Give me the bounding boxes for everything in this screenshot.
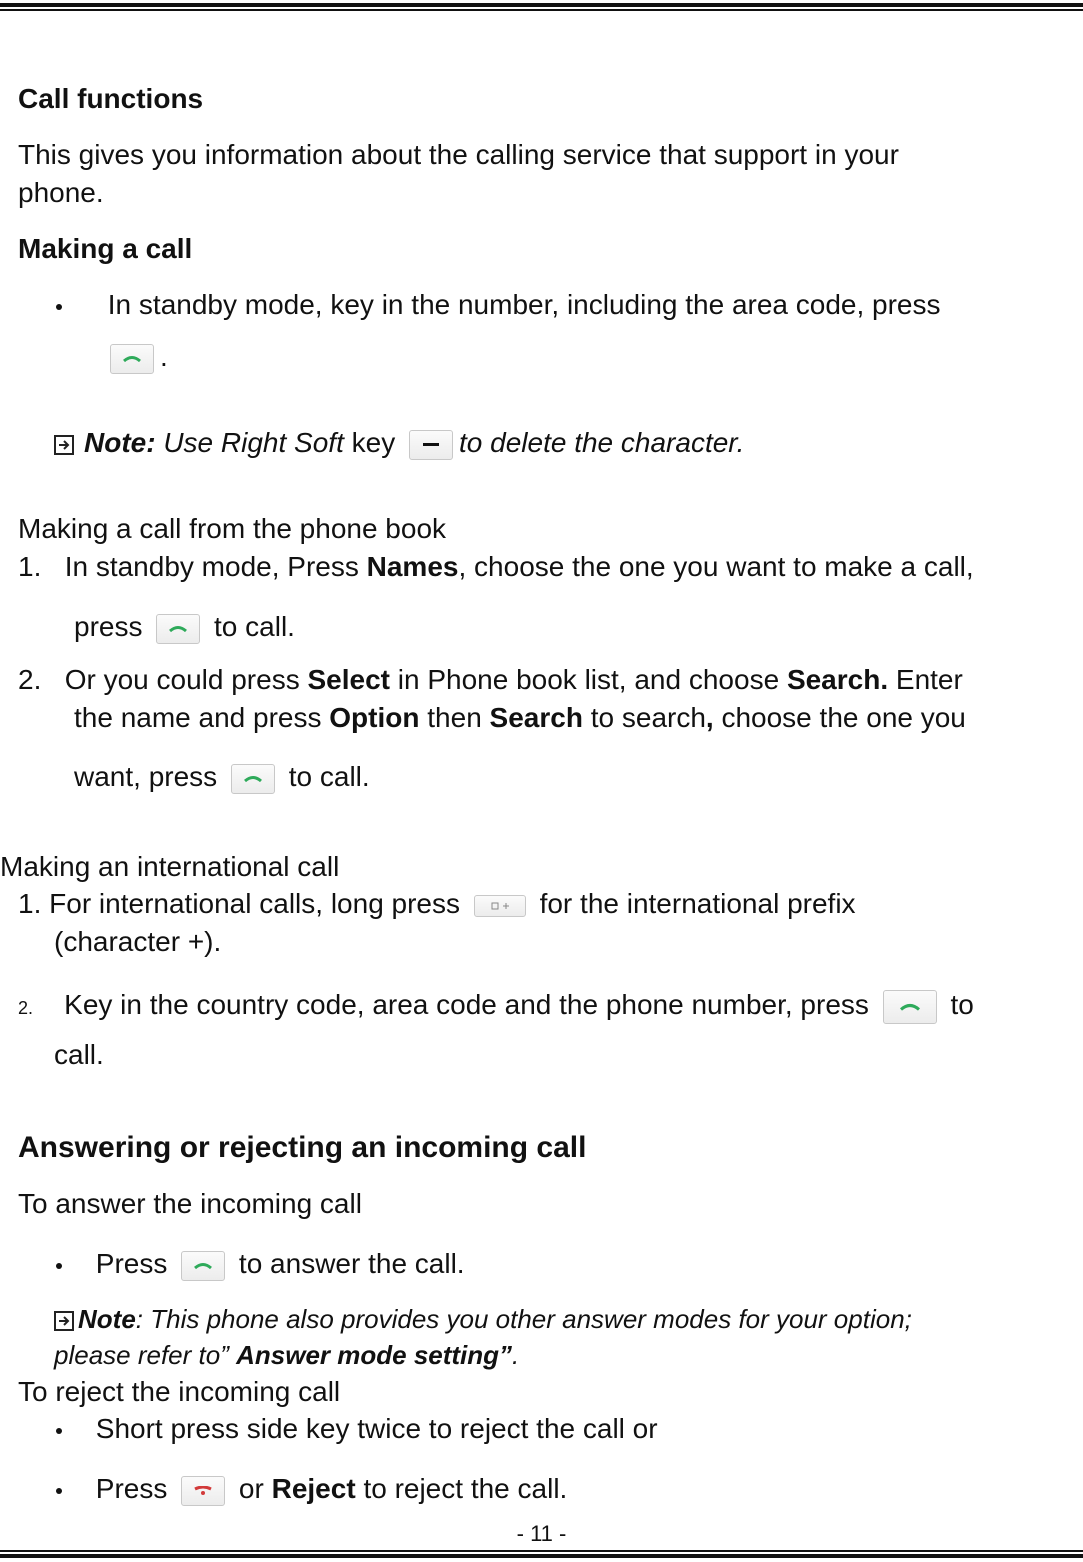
phonebook-item-2-line-3: want, press to call.	[74, 761, 370, 792]
bullet-dot	[56, 304, 62, 310]
international-heading: Making an international call	[0, 851, 340, 882]
call-key-icon	[181, 1251, 225, 1281]
note-label: Note:	[84, 427, 156, 458]
phonebook-heading: Making a call from the phone book	[18, 513, 447, 544]
bottom-rule	[0, 1550, 1083, 1558]
note-answer-modes: Note: This phone also provides you other answer modes for your option;	[54, 1302, 912, 1336]
page-title: Call functions	[18, 83, 204, 114]
end-key-icon	[181, 1476, 225, 1506]
call-key-icon	[231, 764, 275, 794]
bullet-standby-text: In standby mode, key in the number, including the area code, press	[107, 289, 941, 320]
bullet-dot	[56, 1488, 62, 1494]
bullet-standby-key-line: .	[104, 340, 168, 374]
note-answer-modes-cont: please refer to” Answer mode setting”.	[54, 1340, 520, 1370]
intro-line-1: This gives you information about the calling service that support in your	[18, 139, 899, 170]
phonebook-item-1-cont: press to call.	[74, 611, 295, 642]
making-call-heading: Making a call	[18, 233, 193, 264]
note-icon	[54, 435, 74, 455]
note-delete: Note: Use Right Soft key to delete the character.	[54, 426, 744, 460]
international-item-2-cont: call.	[54, 1039, 104, 1070]
page-number: - 11 -	[516, 1521, 567, 1546]
answering-heading: Answering or rejecting an incoming call	[18, 1131, 587, 1164]
bullet-dot	[56, 1428, 62, 1434]
phonebook-item-2-line-2: the name and press Option then Search to search, choose the one you	[74, 702, 966, 733]
bullet-reject-press: Press or Reject to reject the call.	[56, 1472, 567, 1506]
call-key-icon	[110, 344, 154, 374]
call-key-icon	[156, 614, 200, 644]
right-soft-key-icon	[409, 430, 453, 460]
phonebook-item-1: 1. In standby mode, Press Names, choose the one you want to make a call,	[18, 551, 974, 582]
note-icon	[54, 1311, 74, 1331]
phonebook-item-2: 2. Or you could press Select in Phone book list, and choose Search. Enter	[18, 664, 963, 695]
bullet-dot	[56, 1263, 62, 1269]
intro-line-2: phone.	[18, 177, 104, 208]
zero-plus-key-icon	[474, 895, 526, 917]
reject-label: To reject the incoming call	[18, 1376, 341, 1407]
bullet-standby	[56, 288, 941, 322]
call-key-icon	[883, 990, 937, 1024]
bullet-reject-side-key: Short press side key twice to reject the call or	[56, 1412, 658, 1446]
international-item-1: 1. For international calls, long press for the international prefix	[18, 888, 856, 919]
top-rule	[0, 3, 1083, 11]
international-item-1-cont: (character +).	[54, 926, 222, 957]
answer-label: To answer the incoming call	[18, 1188, 362, 1219]
international-item-2: 2. Key in the country code, area code and the phone number, press to	[18, 988, 974, 1025]
bullet-answer: Press to answer the call.	[56, 1247, 465, 1281]
